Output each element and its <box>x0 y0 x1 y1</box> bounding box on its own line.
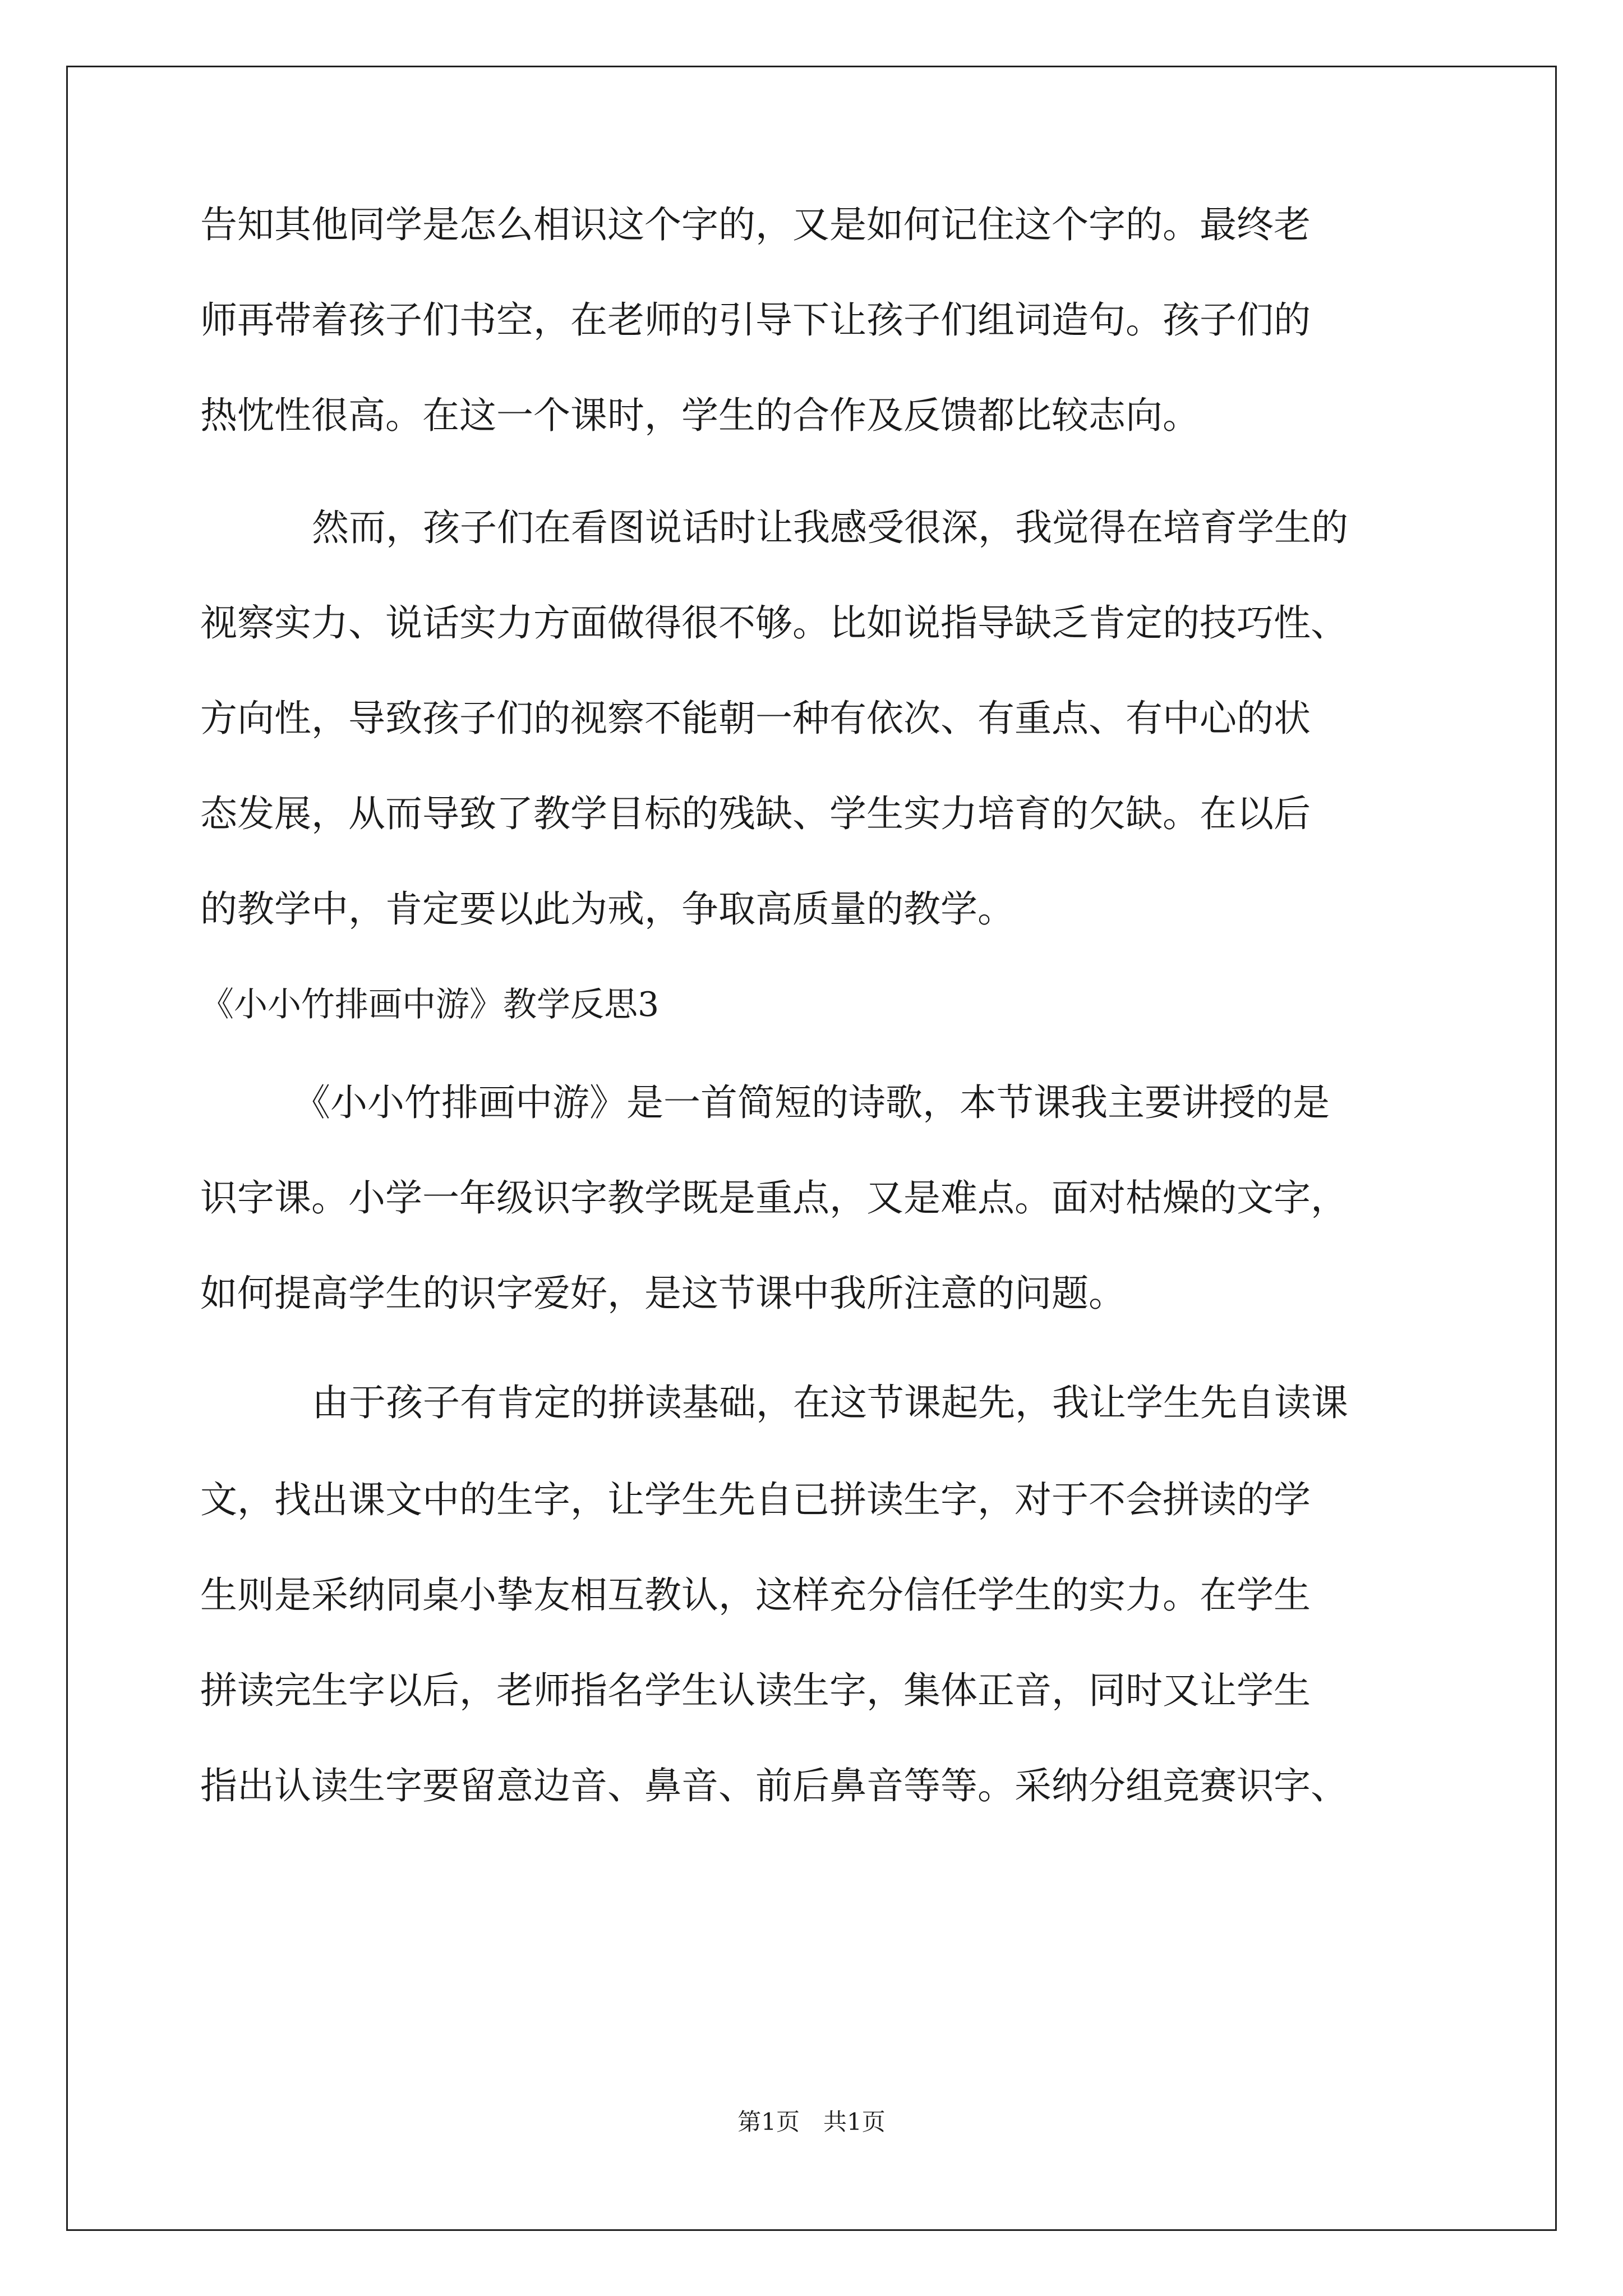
paragraph-line: 热忱性很高。在这一个课时，学生的合作及反馈都比较志向。 <box>200 394 1200 437</box>
paragraph-line: 告知其他同学是怎么相识这个字的，又是如何记住这个字的。最终老 <box>200 203 1311 246</box>
paragraph-line: 视察实力、说话实力方面做得很不够。比如说指导缺乏肯定的技巧性、 <box>200 601 1348 645</box>
section-heading: 《小小竹排画中游》教学反思3 <box>200 985 660 1024</box>
page-footer: 第1页 共1页 <box>737 2108 886 2136</box>
paragraph-line: 师再带着孩子们书空，在老师的引导下让孩子们组词造句。孩子们的 <box>200 298 1311 342</box>
paragraph-line: 的教学中，肯定要以此为戒，争取高质量的教学。 <box>200 887 1015 931</box>
paragraph-line: 然而，孩子们在看图说话时让我感受很深，我觉得在培育学生的 <box>275 506 1348 549</box>
paragraph-line: 指出认读生字要留意边音、鼻音、前后鼻音等等。采纳分组竞赛识字、 <box>200 1764 1348 1807</box>
paragraph-line: 如何提高学生的识字爱好，是这节课中我所注意的问题。 <box>200 1272 1126 1315</box>
paragraph-line: 文，找出课文中的生字，让学生先自已拼读生字，对于不会拼读的学 <box>200 1478 1311 1521</box>
paragraph-line: 方向性，导致孩子们的视察不能朝一种有依次、有重点、有中心的状 <box>200 697 1311 740</box>
paragraph-line: 拼读完生字以后，老师指名学生认读生字，集体正音，同时又让学生 <box>200 1669 1311 1712</box>
paragraph-line: 《小小竹排画中游》是一首简短的诗歌，本节课我主要讲授的是 <box>275 1081 1330 1124</box>
paragraph-line: 由于孩子有肯定的拼读基础，在这节课起先，我让学生先自读课 <box>275 1381 1348 1424</box>
paragraph-line: 态发展，从而导致了教学目标的残缺、学生实力培育的欠缺。在以后 <box>200 792 1311 835</box>
paragraph-line: 识字课。小学一年级识字教学既是重点，又是难点。面对枯燥的文字， <box>200 1176 1348 1220</box>
paragraph-line: 生则是采纳同桌小挚友相互教认，这样充分信任学生的实力。在学生 <box>200 1573 1311 1617</box>
page-border <box>66 66 1557 2231</box>
